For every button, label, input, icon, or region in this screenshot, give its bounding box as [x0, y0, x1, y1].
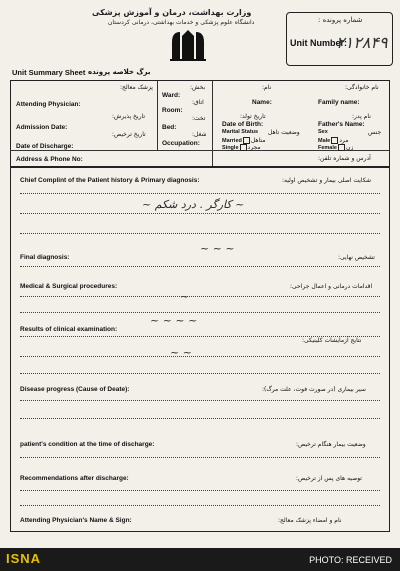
date-of-discharge-label: Date of Discharge: — [16, 143, 74, 150]
final-diagnosis-handwriting: ~ ~ ~ — [200, 242, 235, 255]
disease-progress-label: Disease progress (Cause of Deate): — [20, 386, 130, 393]
clinical-results-line-1 — [20, 336, 380, 337]
recommendations-line-1 — [20, 490, 380, 491]
date-of-birth-fa: تاریخ تولد: — [240, 113, 266, 120]
admission-date-label: Admission Date: — [16, 124, 68, 131]
female-checkbox[interactable] — [338, 144, 345, 151]
occupation-label: Occupation: — [162, 140, 200, 147]
procedures-line-1 — [20, 296, 380, 297]
bed-fa: تخت: — [192, 115, 206, 122]
column-divider — [212, 81, 213, 166]
chief-complaint-line-1 — [20, 193, 380, 194]
recommendations-line-2 — [20, 505, 380, 506]
university-logo — [168, 30, 208, 62]
sheet-title-fa: برگ خلاصه پرونده — [88, 68, 151, 76]
recommendations-fa: توصیه های پس از ترخیص: — [296, 475, 362, 482]
date-of-birth-label: Date of Birth: — [222, 121, 264, 128]
condition-discharge-fa: وضعیت بیمار هنگام ترخیص: — [296, 441, 366, 448]
chief-complaint-line-3 — [20, 233, 380, 234]
sex-fa: جنس — [368, 129, 382, 136]
male-label: Male — [318, 138, 331, 144]
bed-label: Bed: — [162, 124, 177, 131]
procedures-fa: اقدامات درمانی و اعمال جراحی: — [290, 283, 373, 290]
family-name-label: Family name: — [318, 99, 360, 106]
procedures-line-2 — [20, 312, 380, 313]
sheet-title-en: Unit Summary Sheet — [12, 68, 86, 77]
disease-progress-line-2 — [20, 418, 380, 419]
male-checkbox[interactable] — [331, 137, 338, 144]
final-diagnosis-fa: تشخیص نهایی: — [338, 254, 375, 261]
disease-progress-line-1 — [20, 400, 380, 401]
chief-complaint-fa: شکایت اصلی بیمار و تشخیص اولیه: — [282, 177, 372, 184]
female-option[interactable] — [318, 144, 353, 151]
name-label: Name: — [252, 99, 272, 106]
family-name-fa: نام خانوادگی: — [345, 84, 379, 91]
name-fa: نام: — [262, 84, 272, 91]
room-label: Room: — [162, 107, 183, 114]
married-checkbox[interactable] — [243, 137, 250, 144]
clinical-results-line-2 — [20, 356, 380, 357]
single-label: Single — [222, 145, 239, 151]
clinical-results-label: Results of clinical examination: — [20, 326, 118, 333]
recommendations-label: Recommendations after discharge: — [20, 475, 129, 482]
room-fa: اتاق: — [192, 99, 204, 106]
condition-discharge-label: patient's condition at the time of discharge: — [20, 441, 155, 448]
condition-discharge-line — [20, 457, 380, 458]
married-option[interactable] — [222, 137, 265, 144]
male-option[interactable] — [318, 137, 348, 144]
clinical-results-handwriting-2: ~ ~ — [170, 346, 192, 359]
single-checkbox[interactable] — [240, 144, 247, 151]
sex-label: Sex — [318, 129, 328, 135]
fathers-name-label: Father's Name: — [318, 121, 365, 128]
married-fa: متاهل — [250, 137, 266, 144]
clinical-results-line-3 — [20, 373, 380, 374]
ministry-line-2: دانشگاه علوم پزشکی و خدمات بهداشتی، درمانی کردستان — [108, 19, 255, 26]
female-label: Female — [318, 145, 337, 151]
married-label: Married — [222, 138, 242, 144]
unit-number-label: Unit Number: — [290, 38, 347, 48]
file-number-label: شماره پرونده : — [318, 16, 363, 24]
final-diagnosis-line — [20, 266, 380, 267]
column-divider-2 — [157, 81, 158, 151]
ward-fa: بخش: — [190, 84, 206, 91]
photo-credit: PHOTO: RECEIVED — [309, 555, 392, 565]
agency-logo: ISNA — [6, 551, 42, 566]
procedures-handwriting: ~ — [180, 290, 190, 303]
attending-physician-fa: پزشک معالج: — [120, 84, 153, 91]
occupation-fa: شغل: — [192, 131, 207, 138]
fathers-name-fa: نام پدر: — [352, 113, 371, 120]
final-diagnosis-label: Final diagnosis: — [20, 254, 70, 261]
admission-date-fa: تاریخ پذیرش: — [112, 113, 145, 120]
address-phone-fa: آدرس و شماره تلفن: — [318, 155, 371, 162]
female-fa: زن — [345, 144, 354, 151]
attending-physician-label: Attending Physician: — [16, 101, 81, 108]
disease-progress-fa: سیر بیماری (در صورت فوت، علت مرگ): — [262, 386, 366, 393]
signature-label: Attending Physician's Name & Sign: — [20, 517, 132, 524]
chief-complaint-line-2 — [20, 213, 380, 214]
clinical-results-handwriting: ~ ~ ~ ~ — [150, 314, 198, 327]
chief-complaint-handwriting: ~ کارگر . درد شکم ~ — [142, 198, 245, 211]
marital-status-label: Marital Status — [222, 129, 259, 135]
date-of-discharge-fa: تاریخ ترخیص: — [112, 131, 146, 138]
chief-complaint-label: Chief Complint of the Patient history & Primary diagnosis: — [20, 177, 200, 184]
procedures-label: Medical & Surgical procedures: — [20, 283, 118, 290]
male-fa: مرد — [339, 137, 349, 144]
ward-label: Ward: — [162, 92, 181, 99]
ministry-line-1: وزارت بهداشت، درمان و آموزش پزشکی — [92, 8, 252, 17]
marital-status-fa: وضعیت تاهل — [268, 129, 300, 136]
unit-number-value: ۲۱۲۸۴۹ — [336, 35, 388, 52]
signature-fa: نام و امضاء پزشک معالج: — [278, 517, 342, 524]
single-fa: مجرد — [247, 144, 261, 151]
address-phone-label: Address & Phone No: — [16, 156, 83, 163]
single-option[interactable] — [222, 144, 261, 151]
clinical-results-fa: نتایج آزمایشات کلینیکی: — [302, 337, 362, 344]
